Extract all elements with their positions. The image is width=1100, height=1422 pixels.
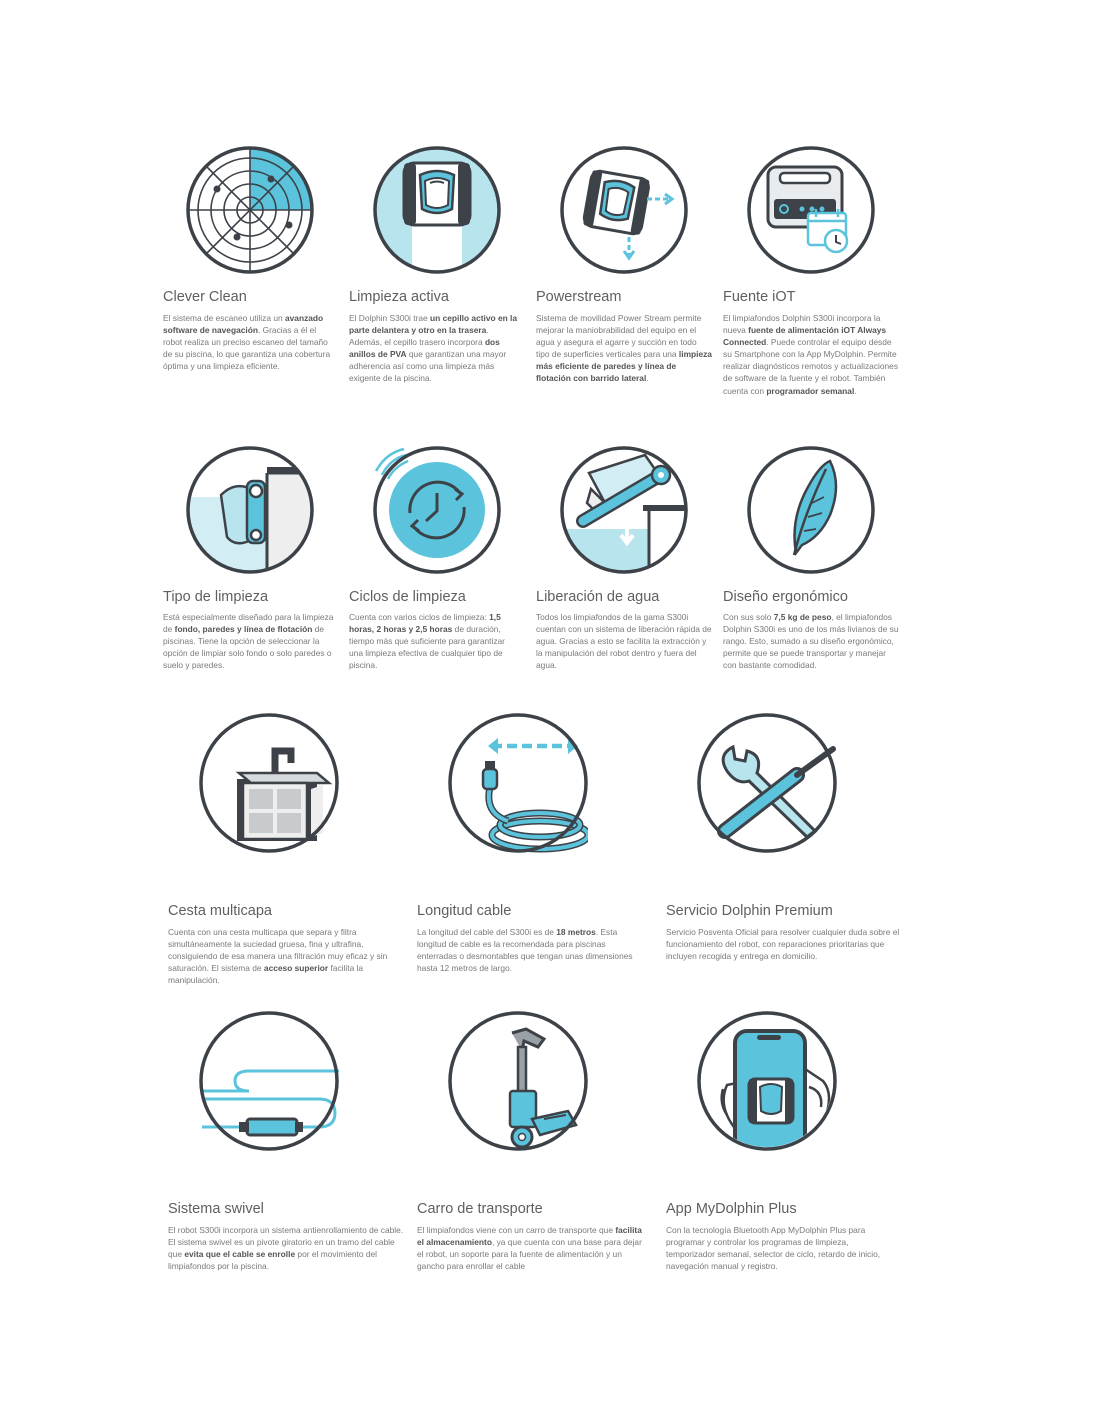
description-text: El Dolphin S300i trae [349, 313, 431, 323]
description-text: El limpiafondos viene con un carro de transporte que [417, 1225, 616, 1235]
caddy-cart-icon [448, 1011, 588, 1151]
description-text: Está especialmente diseñado para la limpieza de [163, 612, 334, 635]
description-text: Con la tecnología Bluetooth App MyDolphin Plus para programar y controlar los programas de limpieza, temporizador semanal, selector de ciclo, retardo de inicio, navegación manual y registro. [666, 1225, 881, 1272]
description-text: que garantizan una mayor adherencia así como una limpieza más exigente de la piscina. [349, 349, 507, 384]
feature-title: Fuente iOT [723, 289, 796, 305]
feature-description [163, 611, 335, 671]
feature-description [536, 611, 712, 671]
feature-description [723, 312, 899, 397]
feature-description [723, 611, 899, 671]
description-text: La longitud del cable del S300i es de [417, 927, 557, 937]
description-text: Con sus solo [723, 612, 774, 622]
description-text: Todos los limpiafondos de la gama S300i cuentan con un sistema de liberación rápida de agua. Gracias a esto se facilita la extracción y la manipulación del robot dentro y fuera del agua. [536, 612, 712, 671]
filter-basket-icon [199, 713, 339, 853]
robot-brush-icon [372, 145, 502, 275]
feature-description [666, 1224, 898, 1272]
feature-description [349, 611, 521, 671]
feature-description [666, 926, 902, 962]
feature-description [417, 926, 647, 974]
description-text: . Gracias a él el robot realiza un preciso escaneo del tamaño de su piscina, lo que garantiza una cobertura óptima y una limpieza eficiente. [163, 325, 331, 372]
description-text: . [646, 373, 649, 384]
description-text: El limpiafondos Dolphin S300i incorpora la nueva [723, 313, 881, 336]
description-emphasis: 18 metros [556, 927, 596, 937]
description-text: de piscinas. Tiene la opción de seleccionar la opción de limpiar solo fondo o solo paredes o suelo y paredes. [163, 624, 332, 671]
wrench-screwdriver-icon [697, 713, 837, 853]
description-emphasis: fuente de alimentación iOT Always Connected [723, 325, 887, 348]
clock-cycle-icon [372, 445, 502, 575]
description-text: por el movimiento del limpiafondos por la piscina. [168, 1249, 378, 1272]
description-text: Cuenta con una cesta multicapa que separa y filtra simultáneamente la suciedad gruesa, fina y ultrafina, consiguiendo de esa manera una filtración muy eficaz y sin saturación. El sistema de [168, 927, 388, 974]
feature-description [163, 312, 335, 372]
feature-title: Carro de transporte [417, 1201, 543, 1217]
description-text: . Puede controlar el equipo desde su Smartphone con la App MyDolphin. Permite realizar diagnósticos remotos y actualizaciones de software de la fuente y el robot. También cuenta con [723, 337, 899, 396]
description-text: facilita la manipulación. [168, 963, 364, 986]
feature-description [417, 1224, 649, 1272]
feature-title: Limpieza activa [349, 289, 449, 305]
feature-title: Diseño ergonómico [723, 589, 848, 605]
smartphone-app-icon [697, 1011, 837, 1151]
pool-wall-robot-icon [185, 445, 315, 575]
description-emphasis: 7,5 kg de peso [773, 612, 832, 622]
description-emphasis: un cepillo activo en la parte delantera y otro en la trasera [349, 313, 518, 336]
description-text: El sistema de escaneo utiliza un [163, 313, 285, 323]
description-emphasis: limpieza más eficiente de paredes y línea de flotación con barrido lateral [536, 349, 712, 384]
description-emphasis: dos anillos de PVA [349, 337, 500, 360]
feather-icon [746, 445, 876, 575]
description-emphasis: fondo, paredes y línea de flotación [174, 624, 313, 635]
description-emphasis: evita que el cable se enrolle [184, 1249, 296, 1260]
description-emphasis: avanzado software de navegación [163, 313, 324, 336]
feature-description [168, 926, 400, 986]
feature-description [168, 1224, 404, 1272]
feature-title: Ciclos de limpieza [349, 589, 466, 605]
description-emphasis: acceso superior [263, 963, 329, 974]
description-text: , ya que cuenta con una base para dejar el robot, un soporte para la fuente de alimentación y un gancho para enrollar el cable [417, 1237, 642, 1272]
description-text: El robot S300i incorpora un sistema antienrollamiento de cable. El sistema swivel es un pivote giratorio en un tramo del cable que [168, 1225, 404, 1260]
feature-title: Cesta multicapa [168, 903, 272, 919]
power-supply-calendar-icon [746, 145, 876, 275]
description-emphasis: facilita el almacenamiento [417, 1225, 642, 1248]
description-text: de duración, tiempo más que suficiente para garantizar una limpieza efectiva de cualquier tipo de piscina. [349, 624, 505, 671]
description-emphasis: programador semanal [766, 385, 855, 396]
description-text: Cuenta con varios ciclos de limpieza: [349, 612, 490, 622]
description-text: Servicio Posventa Oficial para resolver cualquier duda sobre el funcionamiento del robot, con reparaciones prioritarias que incluyen recogida y entrega en domicilio. [666, 927, 900, 962]
description-text: Sistema de movilidad Power Stream permite mejorar la maniobrabilidad del equipo en el agua y asegura el agarre y succión en todo tipo de superficies verticales para una [536, 313, 702, 360]
cable-length-icon [448, 713, 588, 853]
feature-title: Liberación de agua [536, 589, 660, 605]
description-text: . Además, el cepillo trasero incorpora [349, 325, 489, 348]
radar-icon [185, 145, 315, 275]
feature-title: Longitud cable [417, 903, 512, 919]
powerstream-robot-icon [559, 145, 689, 275]
feature-description [349, 312, 521, 385]
description-text: . [854, 385, 857, 396]
feature-description [536, 312, 712, 385]
feature-title: Clever Clean [163, 289, 247, 305]
water-release-icon [559, 445, 689, 575]
description-emphasis: 1,5 horas, 2 horas y 2,5 horas [349, 612, 501, 635]
feature-title: Servicio Dolphin Premium [666, 903, 833, 919]
swivel-cable-icon [199, 1011, 339, 1151]
description-text: , el limpiafondos Dolphin S300i es uno de los más livianos de su rango. Esto, sumado a su diseño ergonómico, permite que se puede transportar y manejar con bastante comodidad. [723, 612, 899, 671]
feature-title: App MyDolphin Plus [666, 1201, 797, 1217]
description-text: . Esta longitud de cable es la recomendada para piscinas enterradas o desmontables que tengan unas dimensiones hasta 12 metros de largo. [417, 927, 633, 974]
feature-title: Powerstream [536, 289, 622, 305]
feature-title: Tipo de limpieza [163, 589, 269, 605]
feature-title: Sistema swivel [168, 1201, 264, 1217]
